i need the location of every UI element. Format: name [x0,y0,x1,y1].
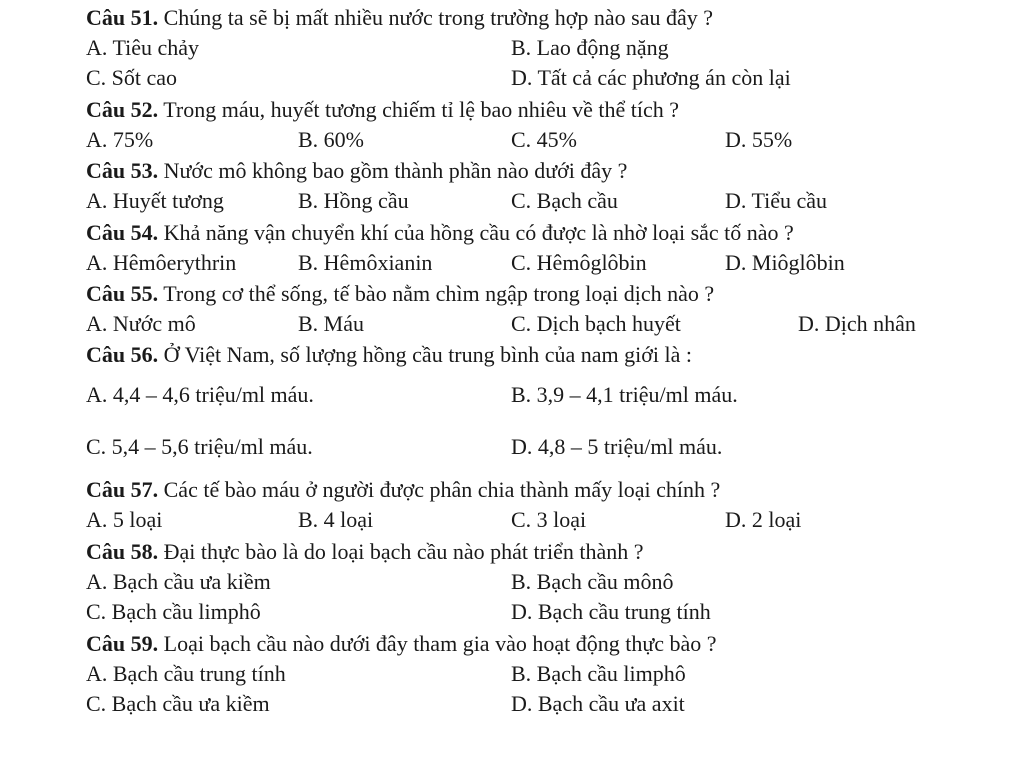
option-c: C. Hêmôglôbin [511,249,647,275]
option-c: C. 3 loại [511,507,587,533]
option-c: C. Dịch bạch huyết [511,310,681,336]
question-57 [86,474,1024,505]
option-a: A. Tiêu chảy [86,35,200,60]
question-55 [86,278,1024,309]
option-d: D. Tiểu cầu [725,188,828,214]
question-text: Chúng ta sẽ bị mất nhiều nước trong trường hợp nào sau đây ? [158,5,713,30]
question-text: Các tế bào máu ở người được phân chia thành mấy loại chính ? [158,477,721,503]
option-b: B. Hồng cầu [298,188,409,214]
option-b: B. 60% [298,126,364,152]
option-d: D. Bạch cầu ưa axit [511,690,685,716]
options-row [86,125,1024,155]
question-58 [86,536,1024,567]
option-d: D. 4,8 – 5 triệu/ml máu. [511,434,723,460]
question-text: Nước mô không bao gồm thành phần nào dưới đây ? [158,158,628,184]
option-d: D. 2 loại [725,507,802,533]
question-number: Câu 54. [86,219,159,245]
question-number: Câu 52. [86,96,159,122]
options-row [86,689,1024,719]
options-row [86,63,1024,93]
option-a: A. Bạch cầu trung tính [86,660,286,686]
question-number: Câu 58. [86,538,159,564]
options-row [86,309,1024,339]
option-b: B. Máu [298,310,364,336]
question-number: Câu 56. [86,342,159,368]
options-row [86,567,1024,597]
option-b: B. Bạch cầu limphô [511,660,686,686]
option-a: A. Hêmôerythrin [86,249,237,275]
options-row [86,422,1024,474]
option-b: B. 4 loại [298,507,374,533]
option-b: B. 3,9 – 4,1 triệu/ml máu. [511,382,738,408]
question-51 [86,2,1024,33]
option-d: D. Tất cả các phương án còn lại [511,65,791,91]
option-c: C. Bạch cầu [511,188,618,214]
option-a: A. Bạch cầu ưa kiềm [86,568,271,594]
options-row [86,33,1024,63]
option-a: A. 75% [86,126,154,152]
option-c: C. Bạch cầu ưa kiềm [86,690,270,716]
option-d: D. 55% [725,126,793,152]
question-59 [86,628,1024,659]
options-row [86,659,1024,689]
options-row [86,370,1024,422]
question-text: Đại thực bào là do loại bạch cầu nào phát triển thành ? [158,538,644,564]
option-a: A. 4,4 – 4,6 triệu/ml máu. [86,382,314,408]
option-b: B. Bạch cầu mônô [511,568,674,594]
options-row [86,505,1024,535]
options-row [86,186,1024,216]
question-number: Câu 53. [86,158,159,184]
option-c: C. 45% [511,126,577,152]
question-text: Khả năng vận chuyển khí của hồng cầu có được là nhờ loại sắc tố nào ? [158,219,794,245]
question-number: Câu 57. [86,477,159,503]
question-56 [86,339,1024,370]
question-text: Ở Việt Nam, số lượng hồng cầu trung bình của nam giới là : [158,342,693,368]
question-number: Câu 59. [86,630,159,656]
option-a: A. Nước mô [86,310,196,336]
question-text: Trong cơ thể sống, tế bào nằm chìm ngập trong loại dịch nào ? [158,280,715,306]
question-number: Câu 51. [86,5,159,30]
option-c: C. Sốt cao [86,65,178,91]
option-c: C. Bạch cầu limphô [86,599,261,625]
option-d: D. Dịch nhân [798,310,916,336]
question-number: Câu 55. [86,280,159,306]
options-row [86,248,1024,278]
option-a: A. Huyết tương [86,188,224,214]
option-b: B. Hêmôxianin [298,249,433,275]
option-d: D. Bạch cầu trung tính [511,599,711,625]
question-53 [86,155,1024,186]
option-a: A. 5 loại [86,507,163,533]
option-d: D. Miôglôbin [725,249,845,275]
question-54 [86,217,1024,248]
question-text: Trong máu, huyết tương chiếm tỉ lệ bao nhiêu về thể tích ? [158,96,680,122]
options-row [86,597,1024,627]
question-text: Loại bạch cầu nào dưới đây tham gia vào hoạt động thực bào ? [158,630,717,656]
question-52 [86,94,1024,125]
option-b: B. Lao động nặng [511,35,669,60]
option-c: C. 5,4 – 5,6 triệu/ml máu. [86,434,313,460]
